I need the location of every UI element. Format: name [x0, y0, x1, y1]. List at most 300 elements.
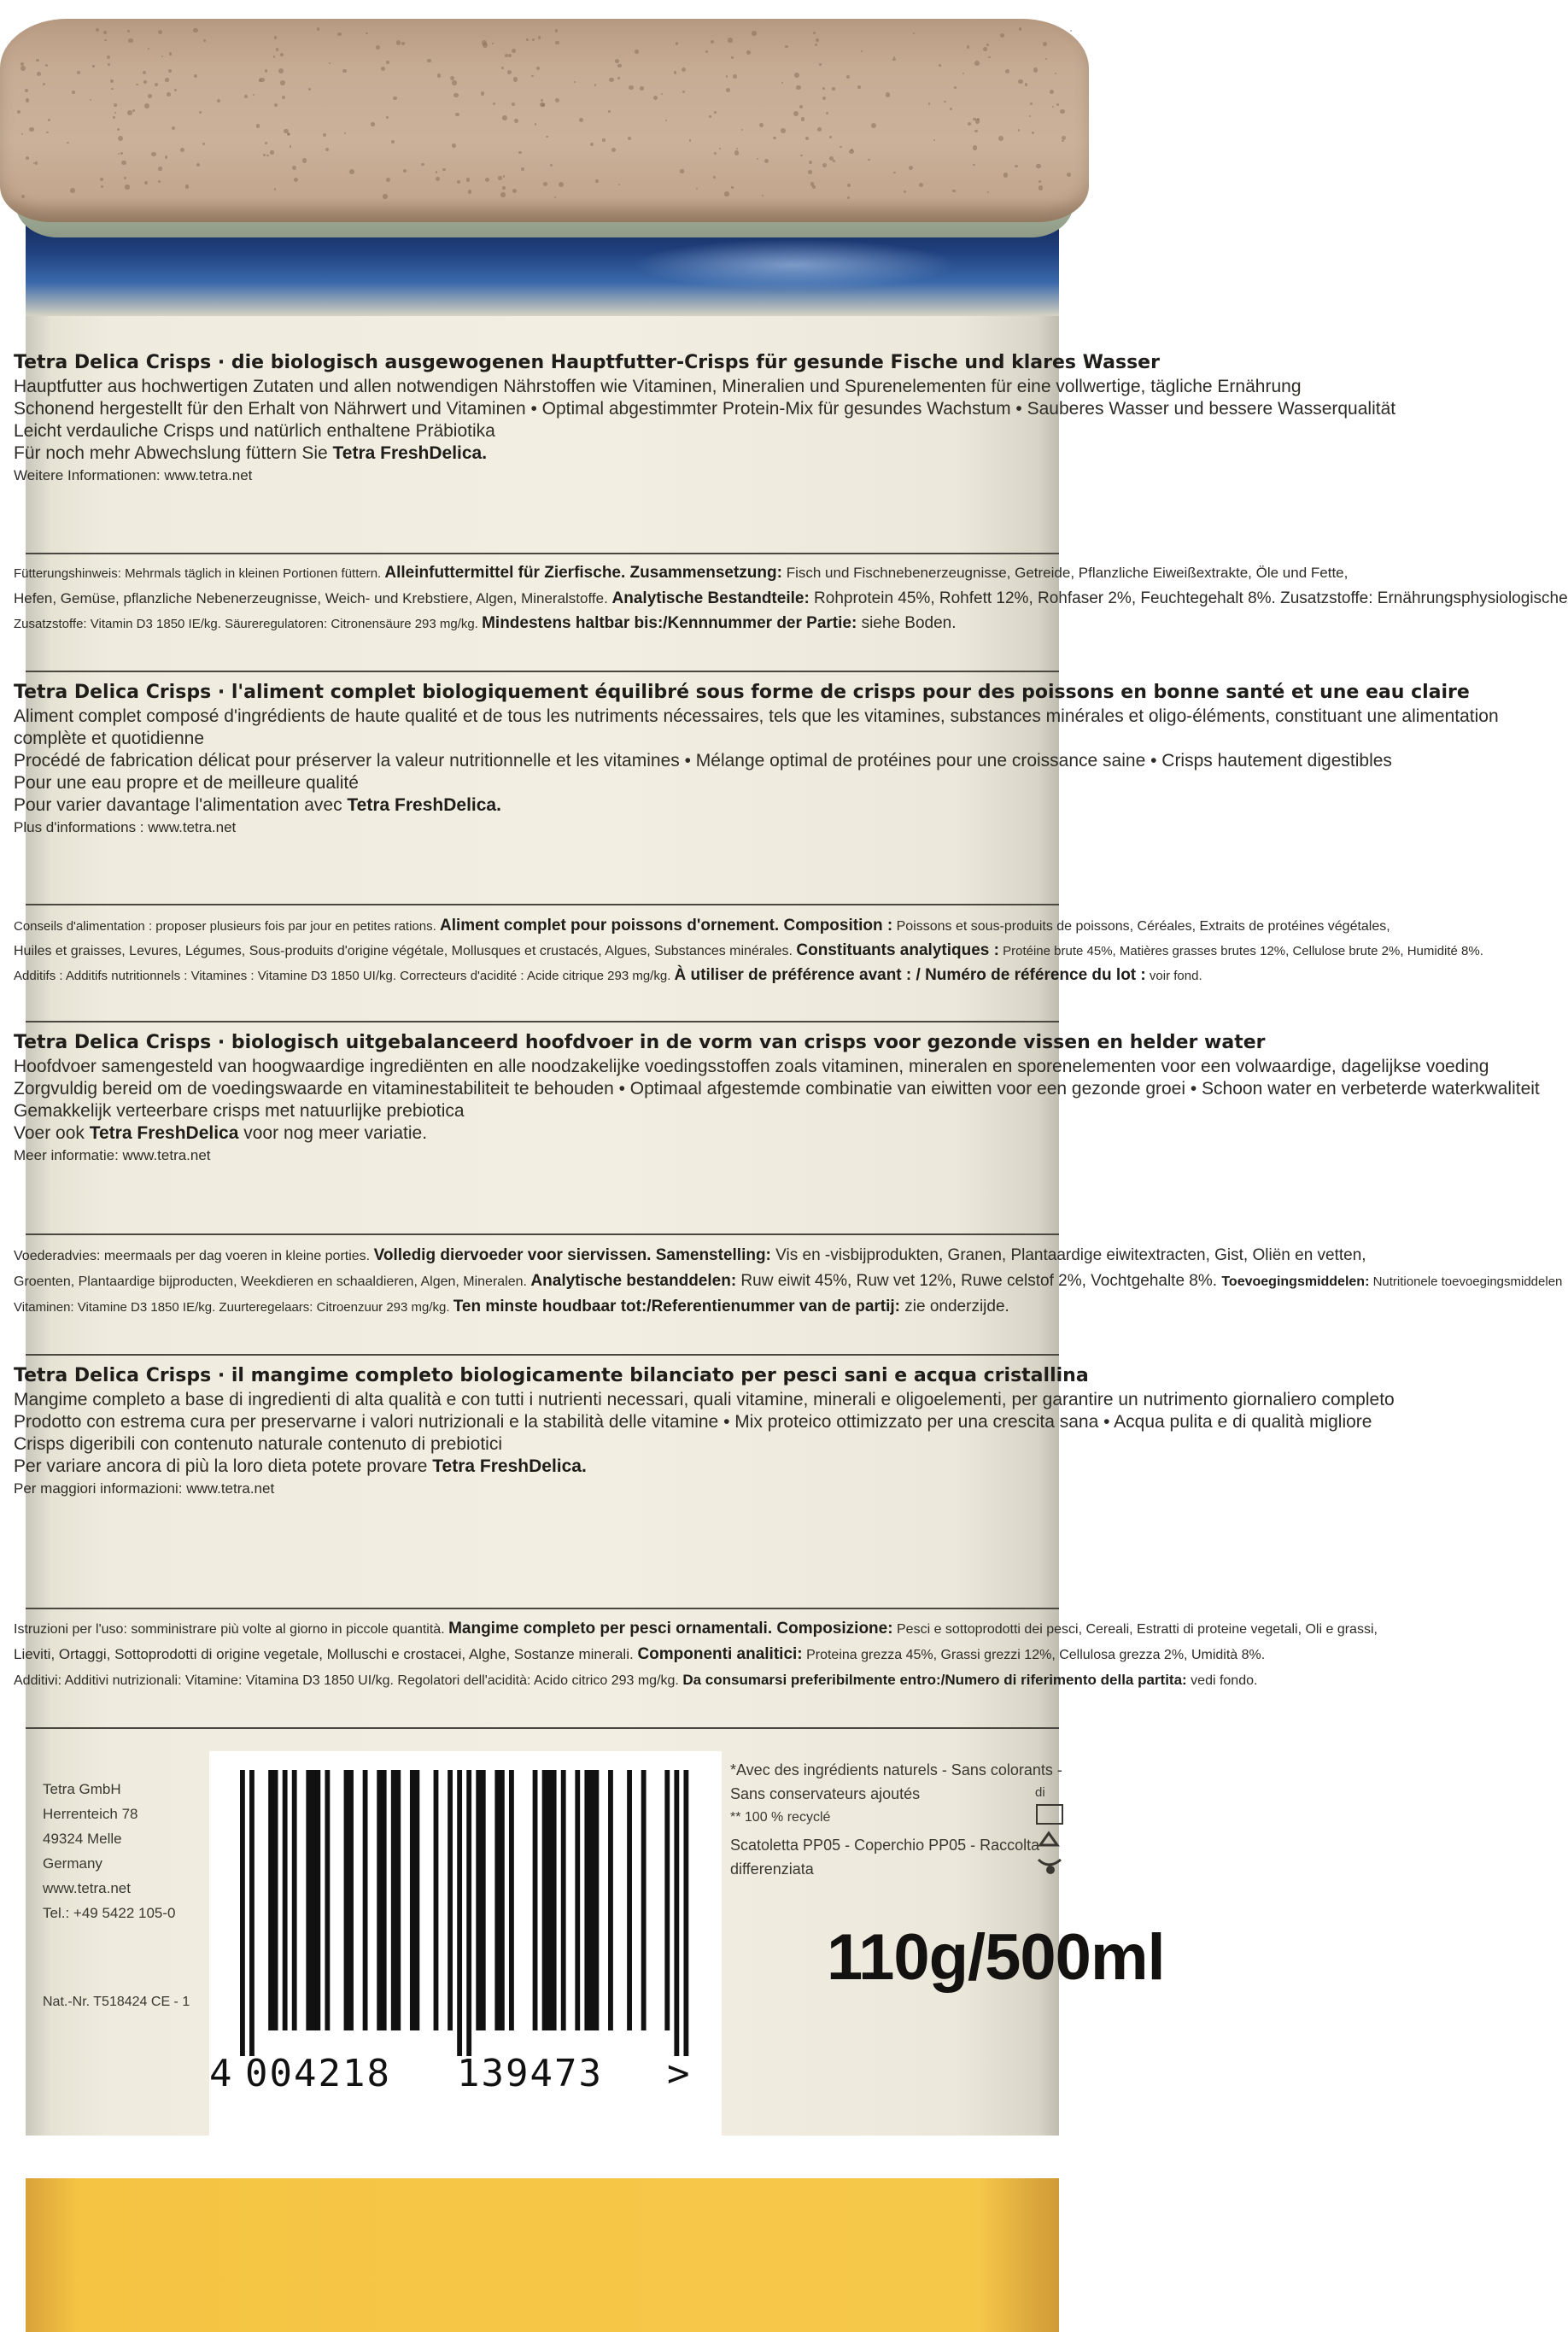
lid-speck — [801, 117, 804, 120]
barcode-bar — [476, 1770, 481, 2030]
lid-speck — [403, 169, 407, 173]
lid-speck — [274, 188, 277, 190]
lid-speck — [1055, 73, 1056, 74]
lid-speck — [536, 67, 541, 71]
lid-speck — [70, 188, 75, 193]
lid-speck — [67, 142, 69, 144]
lid-speck — [155, 83, 158, 86]
french-url: www.tetra.net — [148, 819, 237, 835]
lid-speck — [752, 31, 757, 36]
lid-speck — [696, 188, 698, 190]
nl-feed-2e: Nutritionele toevoegingsmiddelen — [1369, 1274, 1563, 1289]
lid-speck — [386, 178, 390, 182]
fr-feed-2c: Protéine brute 45%, Matières grasses brutes 12%, Cellulose brute 2%, Humidité 8%. — [998, 944, 1483, 958]
lid-speck — [386, 61, 389, 63]
italian-line-4: Per variare ancora di più la loro dieta potete provare — [14, 1456, 433, 1476]
lid-speck — [37, 72, 41, 76]
barcode-bar — [283, 1770, 288, 2030]
lid-speck — [986, 44, 989, 46]
lid-speck — [799, 105, 803, 108]
lid-speck — [713, 176, 716, 179]
lid-speck — [452, 80, 456, 85]
lid-speck — [492, 43, 494, 44]
lid-speck — [118, 153, 120, 155]
german-heading: Tetra Delica Crisps · die biologisch ausgewogenen Hauptfutter-Crisps für gesunde Fische und klares Wasser — [14, 352, 1160, 373]
lid-speck — [501, 67, 504, 69]
fr-feed-2b: Constituants analytiques : — [796, 941, 999, 959]
lid-speck — [826, 112, 828, 114]
lid-speck — [933, 139, 935, 141]
german-line-2: Schonend hergestellt für den Erhalt von Nährwert und Vitaminen • Optimal abgestimmter Protein-Mix für gesundes Wachstum • Sauberes Wasser und bessere Wasserqualität — [14, 399, 1396, 419]
barcode-bar — [382, 1770, 387, 2030]
barcode-bar — [273, 1770, 278, 2030]
lid-speck — [165, 155, 167, 158]
lid-speck — [1067, 173, 1071, 177]
lid-speck — [733, 74, 737, 79]
dutch-line-4b: voor nog meer variatie. — [238, 1123, 428, 1143]
lid-speck — [104, 39, 107, 42]
lid-speck — [892, 58, 895, 61]
barcode-bar — [674, 1770, 679, 2056]
lid-speck — [512, 49, 516, 53]
lid-speck — [280, 53, 284, 56]
lid-speck — [816, 38, 819, 42]
italian-line-3: Crisps digeribili con contenuto naturale contenuto di prebiotici — [14, 1434, 503, 1454]
lid-speck — [158, 30, 162, 34]
manufacturer-address — [43, 1777, 175, 1925]
barcode-panel — [209, 1751, 722, 2136]
lid-speck — [813, 32, 816, 34]
manufacturer-city: 49324 Melle — [43, 1831, 122, 1847]
lid-speck — [256, 124, 260, 127]
nl-feed-2d: Toevoegingsmiddelen: — [1221, 1274, 1370, 1289]
dutch-feeding — [14, 1243, 1563, 1320]
divider — [26, 1233, 1059, 1235]
lid-speck — [144, 103, 149, 108]
lid-speck — [847, 196, 849, 198]
lid-speck — [531, 75, 533, 77]
german-description — [14, 352, 1396, 487]
lid-speck — [762, 195, 764, 196]
lid-speck — [781, 82, 783, 84]
barcode-bar — [683, 1770, 688, 2056]
lid-speck — [676, 42, 679, 45]
lid-speck — [731, 186, 734, 189]
lid-speck — [950, 108, 952, 110]
lid-speck — [127, 110, 132, 115]
lid-speck — [555, 41, 559, 44]
lid-speck — [120, 152, 123, 155]
divider — [26, 1608, 1059, 1609]
lid-speck — [680, 169, 683, 173]
lid-speck — [728, 38, 733, 43]
de-feed-3a: Zusatzstoffe: Vitamin D3 1850 IE/kg. Säureregulatoren: Citronensäure 293 mg/kg. — [14, 617, 483, 631]
lid-speck — [635, 50, 639, 54]
lid-speck — [617, 77, 620, 79]
de-feed-2a: Hefen, Gemüse, pflanzliche Nebenerzeugnisse, Weich- und Krebstiere, Algen, Mineralstoffe. — [14, 590, 612, 606]
lid-speck — [366, 32, 367, 34]
it-feed-1b: Mangime completo per pesci ornamentali. Composizione: — [448, 1620, 893, 1638]
lid-speck — [785, 45, 788, 49]
lid-speck — [278, 68, 284, 73]
lid-speck — [124, 177, 126, 179]
lid-speck — [952, 190, 956, 193]
lid-speck — [386, 116, 389, 119]
lid-speck — [282, 96, 285, 99]
lid-speck — [185, 185, 189, 188]
lid-speck — [886, 92, 890, 97]
lid-speck — [151, 152, 155, 156]
lid-speck — [113, 116, 115, 119]
article-number: Nat.-Nr. T518424 CE - 1 — [43, 1995, 190, 2009]
lid-speck — [114, 112, 116, 114]
lid-speck — [535, 123, 536, 125]
lid-speck — [273, 56, 276, 58]
de-feed-1a: Fütterungshinweis: Mehrmals täglich in kleinen Portionen füttern. — [14, 566, 385, 581]
note-5: differenziata — [730, 1860, 814, 1878]
french-line-5: Pour varier davantage l'alimentation avec — [14, 795, 348, 815]
lid-speck — [46, 132, 49, 134]
lid-speck — [48, 119, 50, 121]
barcode-bar — [457, 1770, 462, 2056]
lid-speck — [608, 110, 611, 113]
lid-speck — [276, 48, 278, 50]
lid-speck — [832, 87, 834, 90]
lid-speck — [513, 77, 518, 82]
lid-speck — [244, 95, 249, 99]
lid-speck — [401, 42, 405, 45]
fr-feed-3c: voir fond. — [1145, 969, 1202, 983]
barcode-bar — [641, 1770, 647, 2030]
lid-speck — [485, 178, 489, 182]
lid-speck — [118, 136, 123, 141]
lid-speck — [1032, 132, 1034, 134]
lid-speck — [452, 144, 456, 148]
lid-speck — [682, 67, 686, 72]
de-feed-2b: Analytische Bestandteile: — [611, 589, 810, 607]
barcode-bars — [240, 1770, 688, 2056]
lid-speck — [954, 86, 957, 89]
it-feed-3b: Da consumarsi preferibilmente entro:/Numero di riferimento della partita: — [682, 1672, 1187, 1688]
lid-speck — [466, 178, 470, 181]
lid-speck — [731, 56, 734, 59]
lid-speck — [794, 73, 799, 78]
lid-speck — [436, 177, 440, 181]
lid-speck — [502, 115, 507, 120]
lid-speck — [292, 166, 296, 170]
barcode-bar — [240, 1770, 245, 2056]
lid-speck — [512, 189, 517, 193]
lid-speck — [998, 136, 1003, 141]
german-brand: Tetra FreshDelica. — [332, 443, 488, 463]
lid-speck — [579, 118, 584, 123]
lid-speck — [653, 96, 658, 100]
lid-speck — [144, 181, 149, 185]
lid-speck — [759, 123, 764, 127]
lid-speck — [253, 94, 255, 96]
lid-speck — [975, 119, 980, 123]
nl-feed-3b: Ten minste houdbaar tot:/Referentienummer van de partij: — [453, 1298, 900, 1315]
lid-speck — [988, 56, 991, 59]
lid-speck — [611, 148, 616, 152]
lid-speck — [427, 59, 431, 63]
lid-speck — [121, 161, 126, 166]
lid-speck — [1000, 33, 1004, 38]
lid-speck — [136, 84, 137, 85]
lid-speck — [1033, 67, 1039, 73]
lid-speck — [615, 59, 619, 63]
lid-speck — [967, 45, 970, 49]
lid-speck — [194, 74, 197, 78]
french-line-4: Pour une eau propre et de meilleure qualité — [14, 773, 359, 793]
product-notes — [730, 1758, 1062, 1881]
lid-speck — [100, 178, 103, 181]
lid-speck — [196, 163, 200, 167]
lid-speck — [259, 79, 262, 82]
dutch-heading: Tetra Delica Crisps · biologisch uitgebalanceerd hoofdvoer in de vorm van crisps voor gezonde vissen en helder water — [14, 1032, 1266, 1053]
lid-speck — [457, 180, 460, 184]
lid-speck — [500, 192, 506, 197]
lid-speck — [974, 130, 978, 133]
italian-feeding — [14, 1616, 1378, 1693]
lid-speck — [861, 50, 863, 52]
french-feeding — [14, 914, 1483, 988]
lid-speck — [541, 103, 545, 107]
dutch-url: www.tetra.net — [122, 1147, 211, 1163]
lid-speck — [773, 137, 775, 139]
lid-speck — [893, 172, 896, 174]
lid-speck — [35, 161, 38, 165]
french-description — [14, 682, 1499, 839]
lid-speck — [714, 111, 716, 113]
barcode-bar — [292, 1770, 297, 2030]
lid-speck — [21, 195, 25, 198]
lid-speck — [26, 156, 29, 160]
lid-speck — [167, 92, 172, 97]
lid-speck — [265, 69, 267, 72]
lid-speck — [481, 91, 484, 95]
manufacturer-street: Herrenteich 78 — [43, 1806, 138, 1822]
barcode-bar — [466, 1770, 471, 2056]
lid-speck — [391, 140, 395, 144]
manufacturer-country: Germany — [43, 1855, 102, 1872]
lid-speck — [508, 54, 512, 57]
italian-line-1: Mangime completo a base di ingredienti di alta qualità e con tutti i nutrienti necessari, quali vitamine, minerali e oligoelementi, per garantire un nutrimento giornaliero completo — [14, 1390, 1395, 1409]
note-4: Scatoletta PP05 - Coperchio PP05 - Raccolta — [730, 1837, 1040, 1854]
lid-speck — [819, 63, 822, 66]
lid-speck — [1060, 109, 1065, 114]
lid-speck — [143, 71, 146, 74]
lid-speck — [793, 111, 799, 116]
lid-speck — [538, 36, 541, 38]
lid-speck — [521, 167, 524, 171]
barcode-bar — [533, 1770, 538, 2030]
lid-speck — [719, 148, 721, 149]
lid-speck — [1005, 69, 1009, 73]
barcode-bar — [664, 1770, 670, 2030]
barcode-bar — [608, 1770, 613, 2030]
lid-speck — [594, 84, 597, 86]
divider — [26, 1021, 1059, 1022]
barcode-bar — [627, 1770, 632, 2030]
de-feed-3c: siehe Boden. — [857, 614, 957, 632]
dutch-line-3: Gemakkelijk verteerbare crisps met natuurlijke prebiotica — [14, 1101, 465, 1121]
lid-speck — [290, 145, 291, 147]
barcode-bar — [325, 1770, 330, 2030]
lid-speck — [482, 40, 487, 45]
fr-feed-3a: Additifs : Additifs nutritionnels : Vitamines : Vitamine D3 1850 UI/kg. Correcteurs d'acidité : Acide citrique 293 mg/kg. — [14, 969, 675, 983]
barcode-bar — [494, 1770, 500, 2030]
lid-speck — [294, 178, 298, 182]
lid-speck — [101, 185, 103, 188]
lid-speck — [805, 137, 809, 140]
divider — [26, 904, 1059, 905]
lid-speck — [674, 71, 677, 74]
lid-speck — [617, 64, 621, 67]
barcode-bar — [306, 1770, 311, 2030]
lid-speck — [442, 168, 446, 172]
lid-speck — [128, 38, 132, 43]
barcode-bar — [315, 1770, 320, 2030]
italian-line-2: Prodotto con estrema cura per preservarne i valori nutrizionali e la stabilità delle vitamine • Mix proteico ottimizzato per una crescita sana • Acqua pulita e di qualità migliore — [14, 1412, 1372, 1432]
german-url: www.tetra.net — [164, 467, 253, 483]
lid-speck — [741, 129, 743, 131]
lid-speck — [543, 182, 547, 186]
lid-speck — [25, 89, 28, 92]
lid-speck — [987, 191, 989, 193]
lid-speck — [618, 184, 620, 185]
lid-speck — [502, 186, 506, 190]
lid-speck — [1056, 103, 1059, 106]
lid-speck — [764, 159, 769, 163]
lid-speck — [689, 139, 692, 142]
lid-speck — [111, 88, 113, 90]
french-heading: Tetra Delica Crisps · l'aliment complet biologiquement équilibré sous forme de crisps pour des poissons en bonne santé et une eau claire — [14, 682, 1470, 703]
lid-speck — [629, 85, 633, 90]
lid-speck — [822, 163, 827, 167]
yellow-strip — [26, 2178, 1059, 2332]
barcode-bar — [509, 1770, 514, 2030]
lid-speck — [550, 164, 553, 167]
lid-speck — [1043, 42, 1047, 46]
de-feed-2c: Rohprotein 45%, Rohfett 12%, Rohfaser 2%, Feuchtegehalt 8%. Zusatzstoffe: Ernährungsphysiologische — [809, 589, 1568, 607]
lid-speck — [724, 191, 728, 196]
lid-speck — [840, 146, 842, 149]
note-1: *Avec des ingrédients naturels - Sans colorants - — [730, 1761, 1062, 1778]
lid-speck — [436, 171, 437, 173]
lid-speck — [665, 120, 667, 121]
lid-speck — [868, 159, 870, 161]
lid-speck — [450, 76, 454, 80]
lid-speck — [640, 86, 644, 91]
lid-speck — [202, 143, 205, 145]
lid-speck — [29, 127, 33, 132]
lid-speck — [711, 40, 714, 44]
lid-speck — [555, 29, 558, 32]
barcode-bar — [448, 1770, 453, 2030]
lid-speck — [503, 175, 505, 177]
italian-info-label: Per maggiori informazioni: — [14, 1480, 187, 1497]
lid-speck — [125, 185, 129, 189]
barcode-bar — [363, 1770, 368, 2030]
dutch-line-4a: Voer ook — [14, 1123, 90, 1143]
lid-speck — [274, 36, 277, 38]
lid-speck — [726, 88, 730, 92]
fr-feed-3b: À utiliser de préférence avant : / Numéro de référence du lot : — [674, 966, 1146, 984]
lid-speck — [928, 103, 930, 104]
italian-url: www.tetra.net — [186, 1480, 275, 1497]
lid-speck — [507, 70, 512, 74]
lid-speck — [468, 190, 471, 193]
lid-speck — [815, 44, 817, 46]
band-glare — [632, 239, 957, 290]
barcode-bar — [344, 1770, 349, 2030]
lid-speck — [829, 136, 832, 138]
lid-speck — [127, 30, 130, 32]
lid-speck — [857, 85, 861, 89]
nl-feed-2b: Analytische bestanddelen: — [530, 1272, 737, 1290]
barcode-right-digits: 139473 — [457, 2052, 603, 2095]
barcode-bar — [500, 1770, 505, 2030]
lid-speck — [498, 176, 501, 179]
lid-speck — [217, 99, 220, 103]
lid-speck — [323, 133, 326, 137]
lid-speck — [148, 94, 152, 98]
lid-speck — [1025, 83, 1028, 86]
italian-description — [14, 1365, 1395, 1500]
manufacturer-phone: Tel.: +49 5422 105-0 — [43, 1905, 176, 1921]
barcode-bar — [594, 1770, 599, 2030]
french-line-1: Aliment complet composé d'ingrédients de haute qualité et de tous les nutriments nécessaires, tels que les vitamines, substances minérales et oligo-éléments, constituant une alimentation — [14, 706, 1499, 726]
lid-speck — [809, 161, 812, 164]
lid-speck — [817, 127, 822, 132]
nl-feed-1a: Voederadvies: meermaals per dag voeren in kleine porties. — [14, 1249, 374, 1263]
it-feed-3a: Additivi: Additivi nutrizionali: Vitamine: Vitamina D3 1850 UI/kg. Regolatori dell'acidità: Acido citrico 293 mg/kg. — [14, 1673, 683, 1688]
lid-speck — [108, 63, 110, 66]
nl-feed-1c: Vis en -visbijprodukten, Granen, Plantaardige eiwitextracten, Gist, Oliën en vetten, — [770, 1246, 1366, 1264]
it-feed-2c: Proteina grezza 45%, Grassi grezzi 12%, Cellulosa grezza 2%, Umidità 8%. — [802, 1648, 1266, 1662]
divider — [26, 671, 1059, 672]
lid-speck — [376, 45, 380, 50]
lid-speck — [132, 109, 136, 113]
net-weight: 110g/500ml — [827, 1921, 1165, 1994]
lid-speck — [983, 47, 987, 51]
lid-speck — [114, 103, 117, 107]
it-feed-2b: Componenti analitici: — [637, 1645, 803, 1663]
lid-speck — [169, 52, 172, 55]
lid-speck — [317, 27, 320, 31]
lid-speck — [846, 75, 851, 79]
lid-speck — [944, 101, 945, 103]
it-feed-3c: vedi fondo. — [1186, 1673, 1258, 1688]
lid-speck — [939, 64, 941, 67]
barcode-bar — [575, 1770, 580, 2030]
lid-speck — [518, 151, 521, 154]
lid-speck — [266, 155, 269, 157]
barcode-bar — [414, 1770, 419, 2030]
fr-feed-1c: Poissons et sous-produits de poissons, Céréales, Extraits de protéines végétales, — [892, 919, 1390, 934]
nl-feed-3a: Vitaminen: Vitamine D3 1850 IE/kg. Zuurteregelaars: Citroenzuur 293 mg/kg. — [14, 1300, 453, 1315]
lid-speck — [1045, 58, 1047, 60]
lid-speck — [555, 98, 559, 103]
nl-feed-3c: zie onderzijde. — [900, 1298, 1009, 1315]
german-info-label: Weitere Informationen: — [14, 467, 165, 483]
nl-feed-2c: Ruw eiwit 45%, Ruw vet 12%, Ruwe celstof 2%, Vochtgehalte 8%. — [736, 1272, 1222, 1290]
lid-speck — [455, 113, 459, 117]
lid-speck — [493, 103, 495, 105]
barcode-bar — [311, 1770, 316, 2030]
lid-speck — [919, 183, 923, 187]
